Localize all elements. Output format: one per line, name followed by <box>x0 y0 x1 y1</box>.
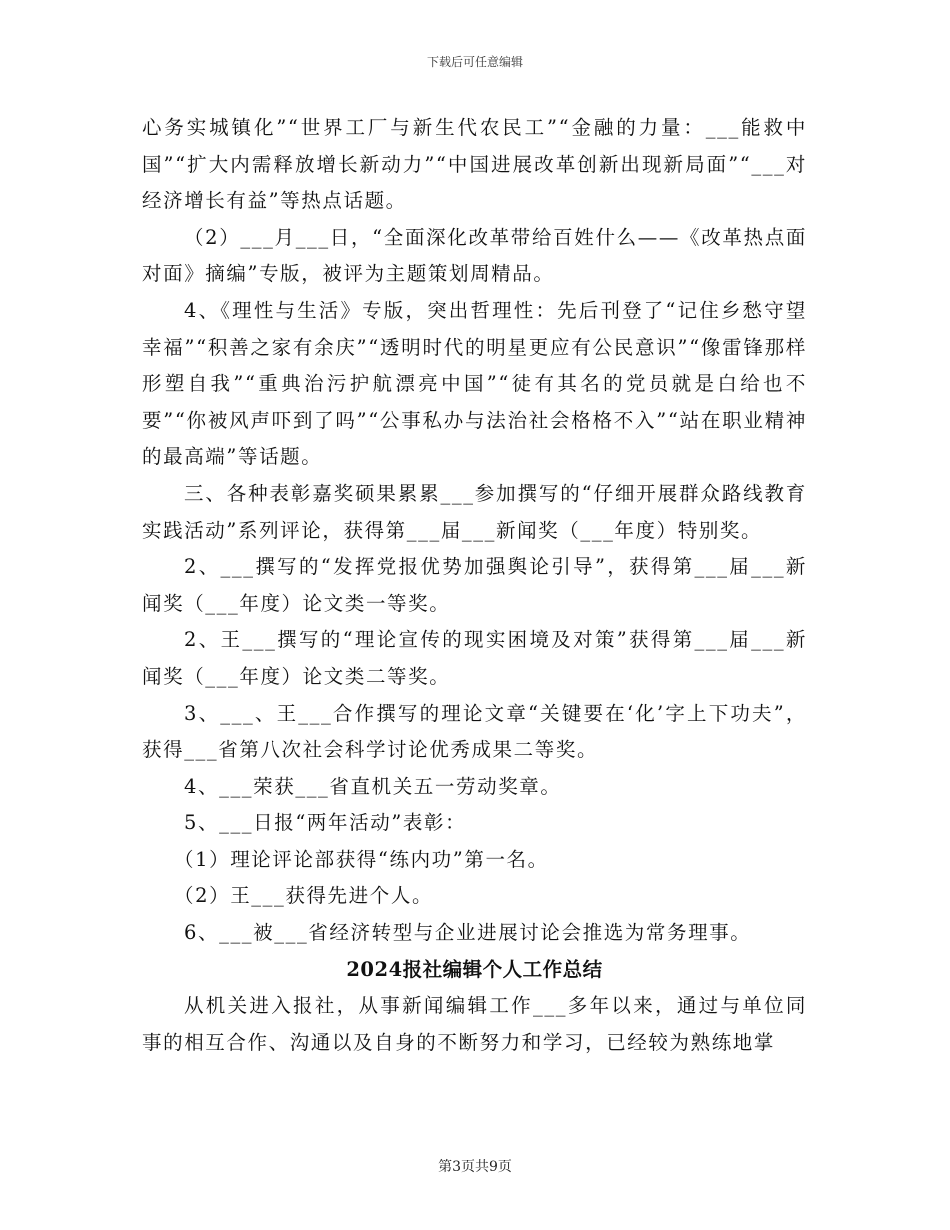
paragraph-summary-intro: 从机关进入报社，从事新闻编辑工作___多年以来，通过与单位同事的相互合作、沟通以及自身的不断努力和学习，已经较为熟练地掌 <box>142 994 807 1054</box>
paragraph-hot-topics: 心务实城镇化”“世界工厂与新生代农民工”“金融的力量：___能救中国”“扩大内需释放增长新动力”“中国进展改革创新出现新局面”“___对经济增长有益”等热点话题。 <box>142 116 807 213</box>
paragraph-award-2a: 2、___撰写的“发挥党报优势加强舆论引导”，获得第___届___新闻奖（___年度）论文类一等奖。 <box>142 555 807 615</box>
paragraph-special-edition: （2）___月___日，“全面深化改革带给百姓什么——《改革热点面对面》摘编”专版，被评为主题策划周精品。 <box>142 225 807 286</box>
paragraph-award-3: 3、___、王___合作撰写的理论文章“关键要在‘化’字上下功夫”，获得___省第八次社会科学讨论优秀成果二等奖。 <box>142 701 807 762</box>
paragraph-award-5-item-2: （2）王___获得先进个人。 <box>174 884 434 908</box>
paragraph-award-5: 5、___日报“两年活动”表彰： <box>184 811 467 835</box>
paragraph-award-5-item-1: （1）理论评论部获得“练内功”第一名。 <box>174 847 549 871</box>
paragraph-award-6: 6、___被___省经济转型与企业进展讨论会推选为常务理事。 <box>184 921 752 945</box>
page-footer: 第3页共9页 <box>438 1159 512 1175</box>
page-header: 下载后可任意编辑 <box>426 55 523 69</box>
paragraph-awards-intro: 三、各种表彰嘉奖硕果累累___参加撰写的“仔细开展群众路线教育实践活动”系列评论，获得第___届___新闻奖（___年度）特别奖。 <box>142 481 807 542</box>
paragraph-award-4: 4、___荣获___省直机关五一劳动奖章。 <box>184 774 562 798</box>
document-body <box>142 110 807 1061</box>
section-title: 2024报社编辑个人工作总结 <box>346 957 603 981</box>
paragraph-reason-and-life: 4、《理性与生活》专版，突出哲理性：先后刊登了“记住乡愁守望幸福”“积善之家有余庆”“透明时代的明星更应有公民意识”“像雷锋那样形塑自我”“重典治污护航漂亮中国”“徒有其名的党员就是白给也不要”“你被风声吓到了吗”“公事私办与法治社会格格不入”“站在职业精神的最高端”等话题。 <box>142 298 807 469</box>
paragraph-award-2b: 2、王___撰写的“理论宣传的现实困境及对策”获得第___届___新闻奖（___年度）论文类二等奖。 <box>142 628 807 688</box>
